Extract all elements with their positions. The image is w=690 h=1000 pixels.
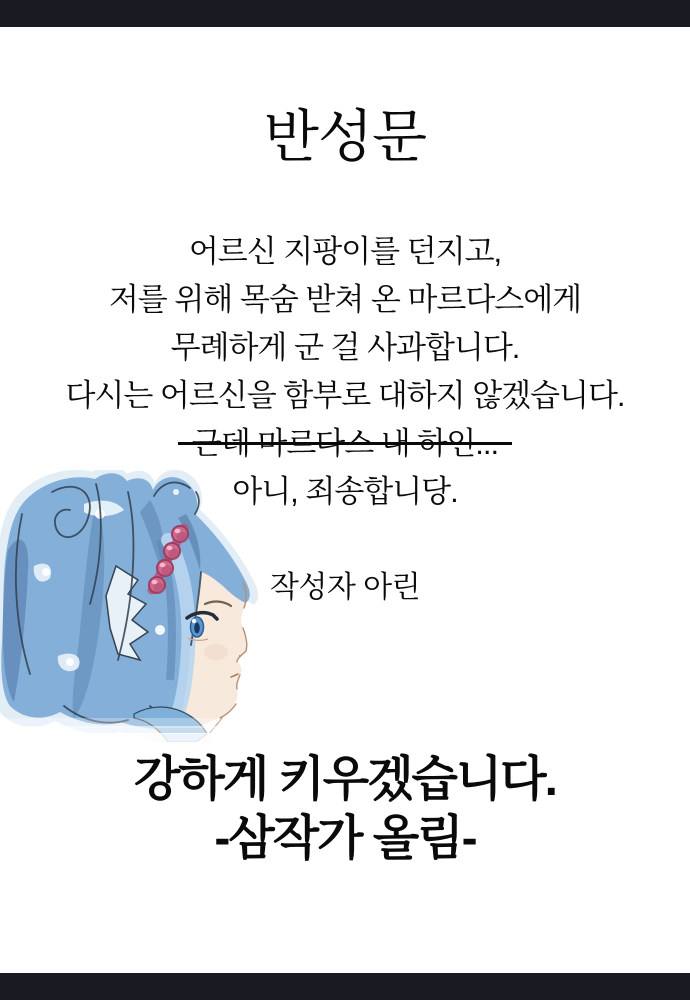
body-line-4: 다시는 어르신을 함부로 대하지 않겠습니다. <box>65 378 625 413</box>
body-line-5 <box>0 420 690 468</box>
letterbox-bottom-bar <box>0 973 690 1000</box>
footer-note <box>0 750 690 868</box>
letterbox-top-bar <box>0 0 690 27</box>
struck-text: 근데 마르다스 내 하인... <box>192 420 498 468</box>
girl-profile-illustration <box>0 470 266 742</box>
page-title: 반성문 <box>263 105 427 169</box>
footer-line-2: -삼작가 올림- <box>214 812 476 865</box>
fade-out <box>0 718 266 742</box>
body-line-1: 어르신 지팡이를 던지고, <box>188 234 502 269</box>
body-line-6: 아니, 죄송합니당. <box>232 474 458 509</box>
footer-line-1: 강하게 키우겠습니다. <box>134 753 556 806</box>
body-line-3: 무례하게 군 걸 사과합니다. <box>170 330 520 365</box>
signature: 작성자 아린 <box>269 571 421 604</box>
body-line-2: 저를 위해 목숨 받쳐 온 마르다스에게 <box>108 282 582 317</box>
